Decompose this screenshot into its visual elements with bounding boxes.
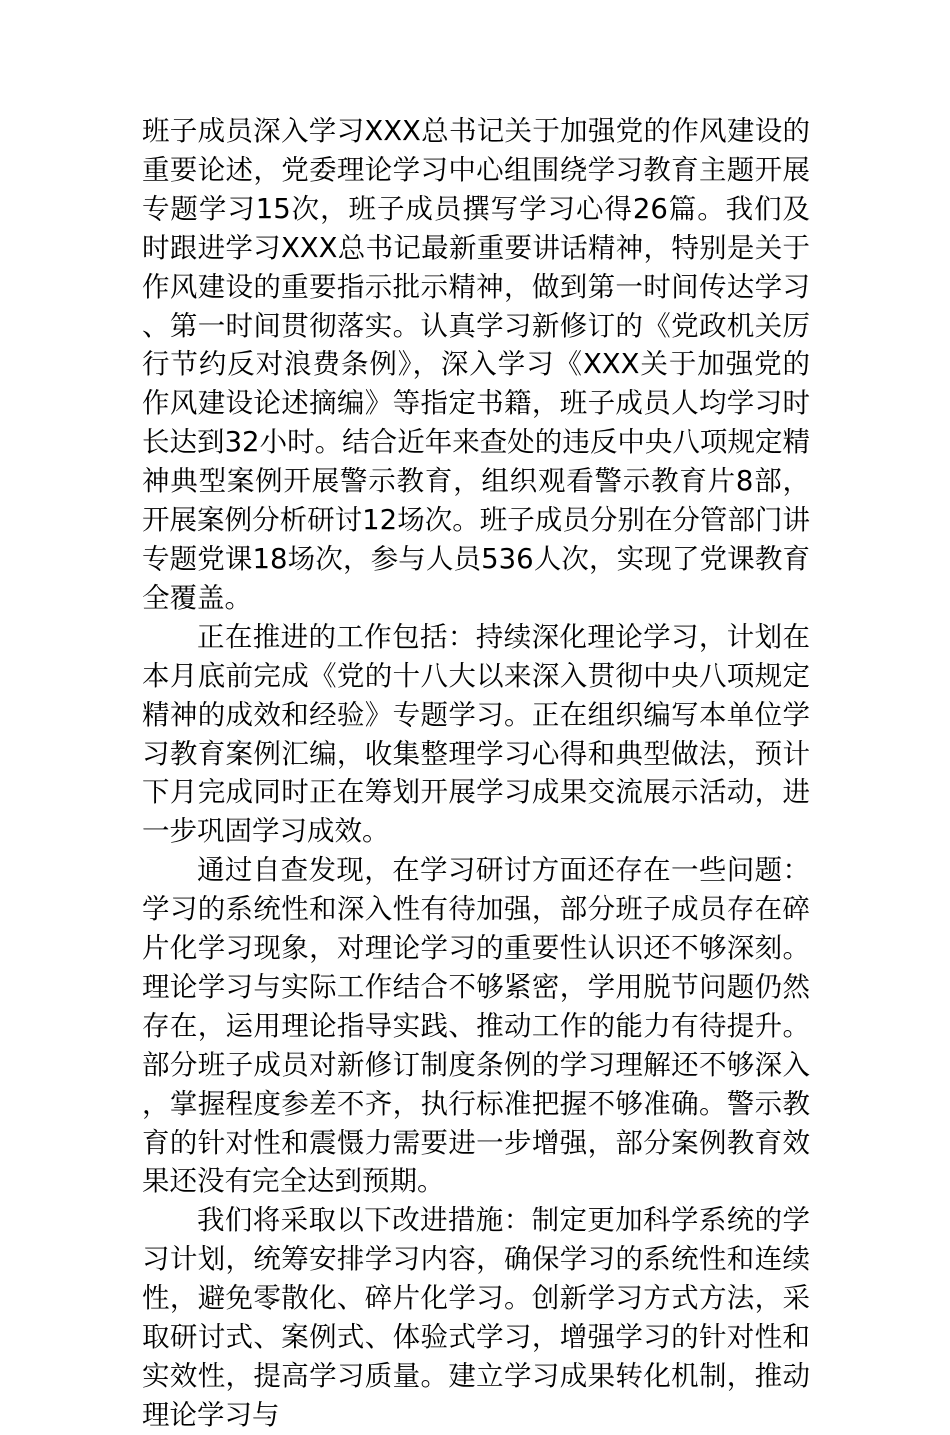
- paragraph-study-summary: 班子成员深入学习XXX总书记关于加强党的作风建设的重要论述，党委理论学习中心组围绕学习教育主题开展专题学习15次，班子成员撰写学习心得26篇。我们及时跟进学习XXX总书记最新重要讲话精神，特别是关于作风建设的重要指示批示精神，做到第一时间传达学习、第一时间贯彻落实。认真学习新修订的《党政机关厉行节约反对浪费条例》，深入学习《XXX关于加强党的作风建设论述摘编》等指定书籍，班子成员人均学习时长达到32小时。结合近年来查处的违反中央八项规定精神典型案例开展警示教育，组织观看警示教育片8部，开展案例分析研讨12场次。班子成员分别在分管部门讲专题党课18场次，参与人员536人次，实现了党课教育全覆盖。: [142, 115, 810, 614]
- paragraph-problems-found: 通过自查发现，在学习研讨方面还存在一些问题：学习的系统性和深入性有待加强，部分班子成员存在碎片化学习现象，对理论学习的重要性认识还不够深刻。理论学习与实际工作结合不够紧密，学用脱节问题仍然存在，运用理论指导实践、推动工作的能力有待提升。部分班子成员对新修订制度条例的学习理解还不够深入，掌握程度参差不齐，执行标准把握不够准确。警示教育的针对性和震慑力需要进一步增强，部分案例教育效果还没有完全达到预期。: [142, 854, 810, 1198]
- paragraph-improvement-measures: 我们将采取以下改进措施：制定更加科学系统的学习计划，统筹安排学习内容，确保学习的系统性和连续性，避免零散化、碎片化学习。创新学习方式方法，采取研讨式、案例式、体验式学习，增强学习的针对性和实效性，提高学习质量。建立学习成果转化机制，推动理论学习与: [142, 1204, 810, 1431]
- paragraph-ongoing-work: 正在推进的工作包括：持续深化理论学习，计划在本月底前完成《党的十八大以来深入贯彻中央八项规定精神的成效和经验》专题学习。正在组织编写本单位学习教育案例汇编，收集整理学习心得和典型做法，预计下月完成同时正在筹划开展学习成果交流展示活动，进一步巩固学习成效。: [142, 620, 810, 848]
- document-body: [142, 112, 810, 1435]
